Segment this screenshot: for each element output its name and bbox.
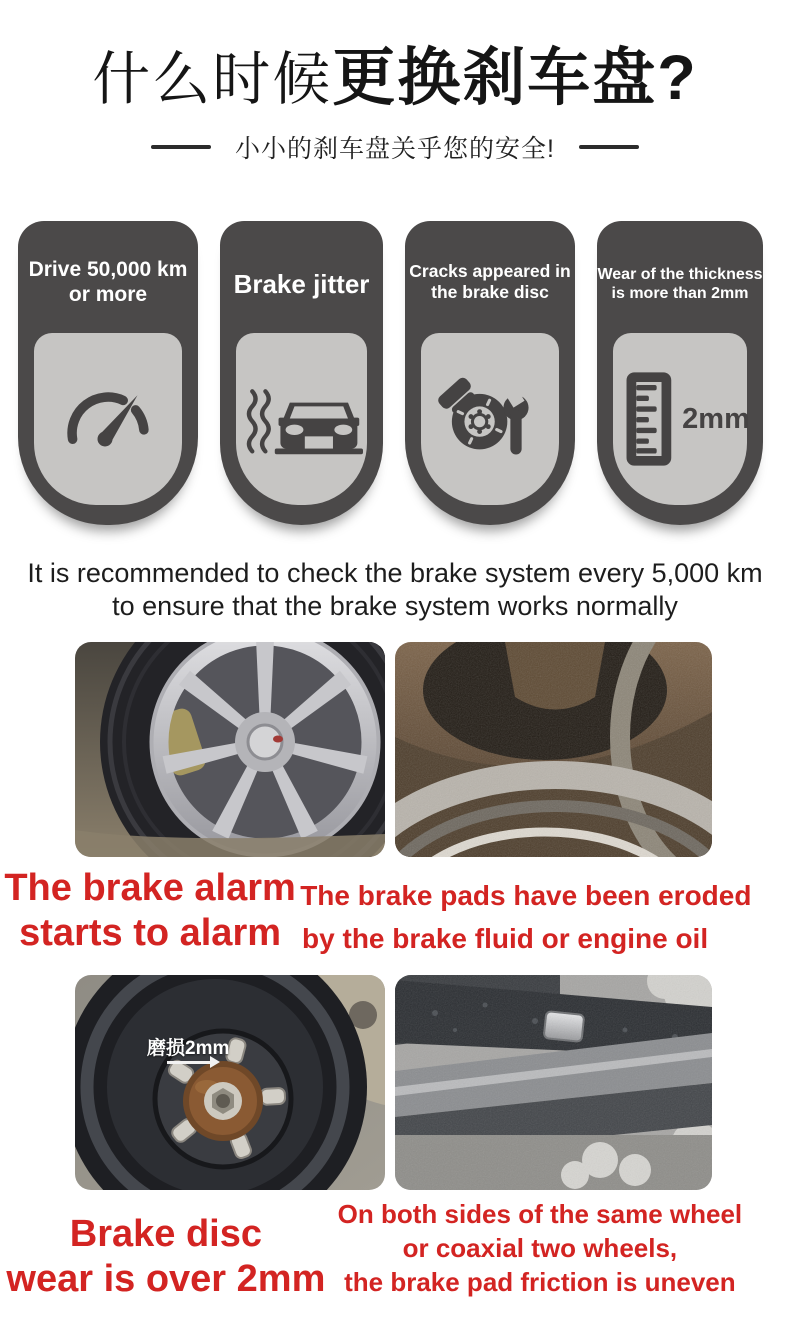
- subtitle-row: [0, 129, 790, 165]
- recommendation-line: to ensure that the brake system works normally: [112, 591, 678, 622]
- recommendation-text: [0, 557, 790, 623]
- reason-cards-row: [18, 221, 763, 525]
- caption-row-2: [0, 1198, 790, 1302]
- card-title-line: Brake jitter: [233, 269, 370, 299]
- caption-line: or coaxial two wheels,: [402, 1232, 678, 1263]
- subtitle-right-dash: [579, 145, 639, 149]
- card-icon-panel: [236, 333, 367, 505]
- card-title-line: Wear of the thickness: [597, 266, 763, 283]
- wear-arrow-icon: [167, 1061, 211, 1064]
- card-title-line: or more: [68, 283, 148, 307]
- card-icon-panel: [34, 333, 182, 505]
- card-title: [220, 269, 383, 300]
- disc-hub-photo-illustration: [75, 975, 385, 1190]
- caption-line: by the brake fluid or engine oil: [302, 923, 709, 955]
- caption-disc-wear: [0, 1212, 332, 1302]
- card-brake-jitter: [220, 221, 383, 525]
- ruler-icon-group: [610, 370, 750, 468]
- wear-2mm-label: 磨损2mm: [147, 1038, 230, 1059]
- card-cracked-disc: [405, 221, 575, 525]
- card-title: [405, 261, 575, 303]
- card-title: [18, 257, 198, 307]
- photo-corroded-brake-drum: [395, 642, 712, 857]
- subtitle-left-dash: [151, 145, 211, 149]
- caption-line: Brake disc: [69, 1213, 263, 1255]
- drum-photo-illustration: [395, 642, 712, 857]
- caption-line: The brake alarm: [4, 867, 296, 909]
- photo-car-wheel-with-brake-caliper: [75, 642, 385, 857]
- card-title-line: the brake disc: [431, 282, 549, 302]
- card-icon-panel: [613, 333, 750, 505]
- page-title: [0, 44, 790, 113]
- caption-line: wear is over 2mm: [6, 1257, 326, 1300]
- brake-pad-photo-illustration: [395, 975, 712, 1190]
- caption-line: starts to alarm: [19, 911, 282, 954]
- caption-pad-friction-uneven: [332, 1198, 790, 1299]
- header: [0, 44, 790, 165]
- caption-line: On both sides of the same wheel: [337, 1199, 743, 1229]
- photo-row-1: [75, 642, 712, 857]
- ruler-2mm-label: 2mm: [682, 402, 750, 435]
- page-title-regular: 什么时候: [92, 47, 333, 112]
- card-title: [597, 265, 763, 303]
- card-title-line: Drive 50,000 km: [28, 258, 188, 281]
- caption-line: the brake pad friction is uneven: [344, 1266, 736, 1297]
- caption-pads-eroded: [300, 874, 790, 961]
- caption-row-1: [0, 866, 790, 961]
- photo-row-2: [75, 975, 712, 1190]
- card-wear-over-2mm: [597, 221, 763, 525]
- thickness-ruler-icon: [610, 370, 680, 468]
- subtitle: 小小的刹车盘关乎您的安全!: [235, 135, 555, 164]
- caption-brake-alarm: [0, 866, 300, 956]
- card-title-line: is more than 2mm: [611, 285, 749, 303]
- caption-line: The brake pads have been eroded: [300, 880, 752, 911]
- photo-uneven-brake-pad: [395, 975, 712, 1190]
- card-drive-50000km: [18, 221, 198, 525]
- wheel-photo-illustration: [75, 642, 385, 857]
- car-vibration-icon: [241, 374, 363, 464]
- page-title-bold: 更换刹车盘?: [332, 43, 698, 113]
- photo-worn-brake-disc-hub: [75, 975, 385, 1190]
- card-title-line: Cracks appeared in: [409, 261, 571, 281]
- speedometer-icon: [56, 369, 160, 469]
- recommendation-line: It is recommended to check the brake system every 5,000 km: [27, 558, 763, 588]
- brake-disc-wrench-icon: [438, 371, 542, 467]
- card-icon-panel: [421, 333, 559, 505]
